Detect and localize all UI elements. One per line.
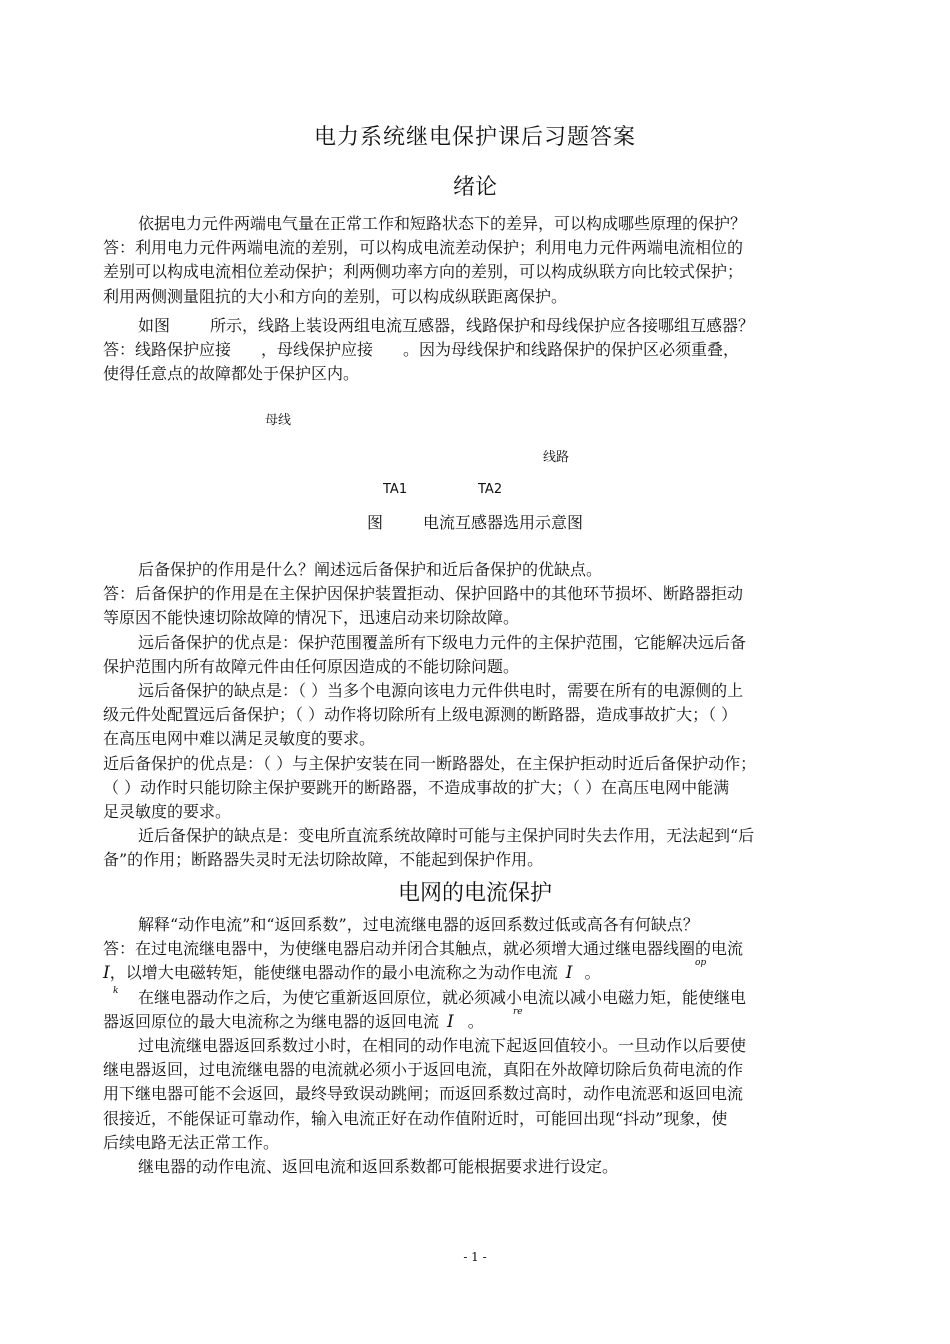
answer-text: 近后备保护的缺点是：变电所直流系统故障时可能与主保护同时失去作用，无法起到“后 [138, 826, 755, 846]
ta1-label: TA1 [383, 482, 408, 497]
answer-text: 在高压电网中难以满足灵敏度的要求。 [103, 729, 376, 749]
line-label: 线路 [543, 450, 570, 465]
answer-text: 继电器返回，过电流继电器的电流就必须小于返回电流，真阳在外故障切除后负荷电流的作 [103, 1060, 744, 1080]
answer-text: 近后备保护的优点是：（ ）与主保护安装在同一断路器处，在主保护拒动时近后备保护动作； [103, 753, 757, 773]
bus-label: 母线 [265, 413, 292, 428]
answer-text: 使得任意点的故障都处于保护区内。 [103, 364, 360, 384]
answer-text: 足灵敏度的要求。 [103, 802, 232, 822]
answer-text: 很接近，不能保证可靠动作，输入电流正好在动作值附近时，可能回出现“抖动”现象，使 [103, 1108, 728, 1128]
question-text: 如图 所示，线路上装设两组电流互感器，线路保护和母线保护应各接哪组互感器？ [138, 316, 755, 335]
answer-text: 答：后备保护的作用是在主保护因保护装置拒动、保护回路中的其他环节损坏、断路器拒动 [103, 584, 744, 604]
answer-text: 远后备保护的缺点是：（ ）当多个电源向该电力元件供电时，需要在所有的电源侧的上 [138, 681, 744, 701]
page-number: - 1 - [463, 1250, 487, 1264]
answer-text: 答：线路保护应接 ，母线保护应接 。因为母线保护和线路保护的保护区必须重叠， [103, 340, 740, 360]
question-block-1 [103, 212, 863, 309]
answer-text: 器返回原位的最大电流称之为继电器的返回电流 I 。 re [103, 1006, 523, 1032]
ta2-label: TA2 [478, 482, 503, 497]
answer-text: 利用两侧测量阻抗的大小和方向的差别，可以构成纵联距离保护。 [103, 286, 568, 306]
answer-text: 级元件处配置远后备保护；（ ）动作将切除所有上级电源测的断路器，造成事故扩大；（ ） [103, 705, 738, 725]
question-text: 后备保护的作用是什么？阐述远后备保护和近后备保护的优缺点。 [138, 560, 603, 579]
answer-text: 远后备保护的优点是：保护范围覆盖所有下级电力元件的主保护范围，它能解决远后备 [138, 632, 747, 652]
answer-text: 继电器的动作电流、返回电流和返回系数都可能根据要求进行设定。 [138, 1157, 619, 1177]
answer-text: 在继电器动作之后，为使它重新返回原位，就必须减小电流以减小电磁力矩，能使继电 [138, 987, 747, 1007]
answer-text: 答：利用电力元件两端电流的差别，可以构成电流差动保护；利用电力元件两端电流相位的 [103, 238, 744, 258]
answer-text: 等原因不能快速切除故障的情况下，迅速启动来切除故障。 [103, 608, 520, 628]
question-block-3 [103, 558, 863, 873]
question-text: 解释“动作电流”和“返回系数”，过电流继电器的返回系数过低或高各有何缺点？ [138, 915, 699, 934]
question-text: 依据电力元件两端电气量在正常工作和短路状态下的差异，可以构成哪些原理的保护？ [138, 214, 747, 233]
answer-text: 备”的作用；断路器失灵时无法切除故障，不能起到保护作用。 [103, 850, 544, 870]
answer-text: 答：在过电流继电器中，为使继电器启动并闭合其触点，就必须增大通过继电器线圈的电流 [103, 939, 744, 959]
section-title-current-protection: 电网的电流保护 [397, 881, 552, 906]
answer-text: 用下继电器可能不会返回，最终导致误动跳闸；而返回系数过高时，动作电流恶和返回电流 [103, 1084, 744, 1104]
answer-text: I，以增大电磁转矩，能使继电器动作的最小电流称之为动作电流 I 。 k op [103, 958, 707, 997]
answer-text: （ ）动作时只能切除主保护要跳开的断路器，不造成事故的扩大；（ ）在高压电网中能满 [103, 777, 730, 797]
question-block-4 [103, 913, 863, 1179]
answer-text: 过电流继电器返回系数过小时，在相同的动作电流下起返回值较小。一旦动作以后要使 [138, 1036, 747, 1056]
document-title: 电力系统继电保护课后习题答案 [313, 125, 636, 150]
question-block-2 [103, 314, 863, 387]
section-title-intro: 绪论 [452, 175, 497, 200]
answer-text: 保护范围内所有故障元件由任何原因造成的不能切除问题。 [103, 656, 520, 676]
figure-caption: 图 电流互感器选用示意图 [366, 513, 584, 532]
answer-text: 后续电路无法正常工作。 [103, 1132, 280, 1152]
answer-text: 差别可以构成电流相位差动保护；利两侧功率方向的差别，可以构成纵联方向比较式保护； [103, 262, 744, 282]
